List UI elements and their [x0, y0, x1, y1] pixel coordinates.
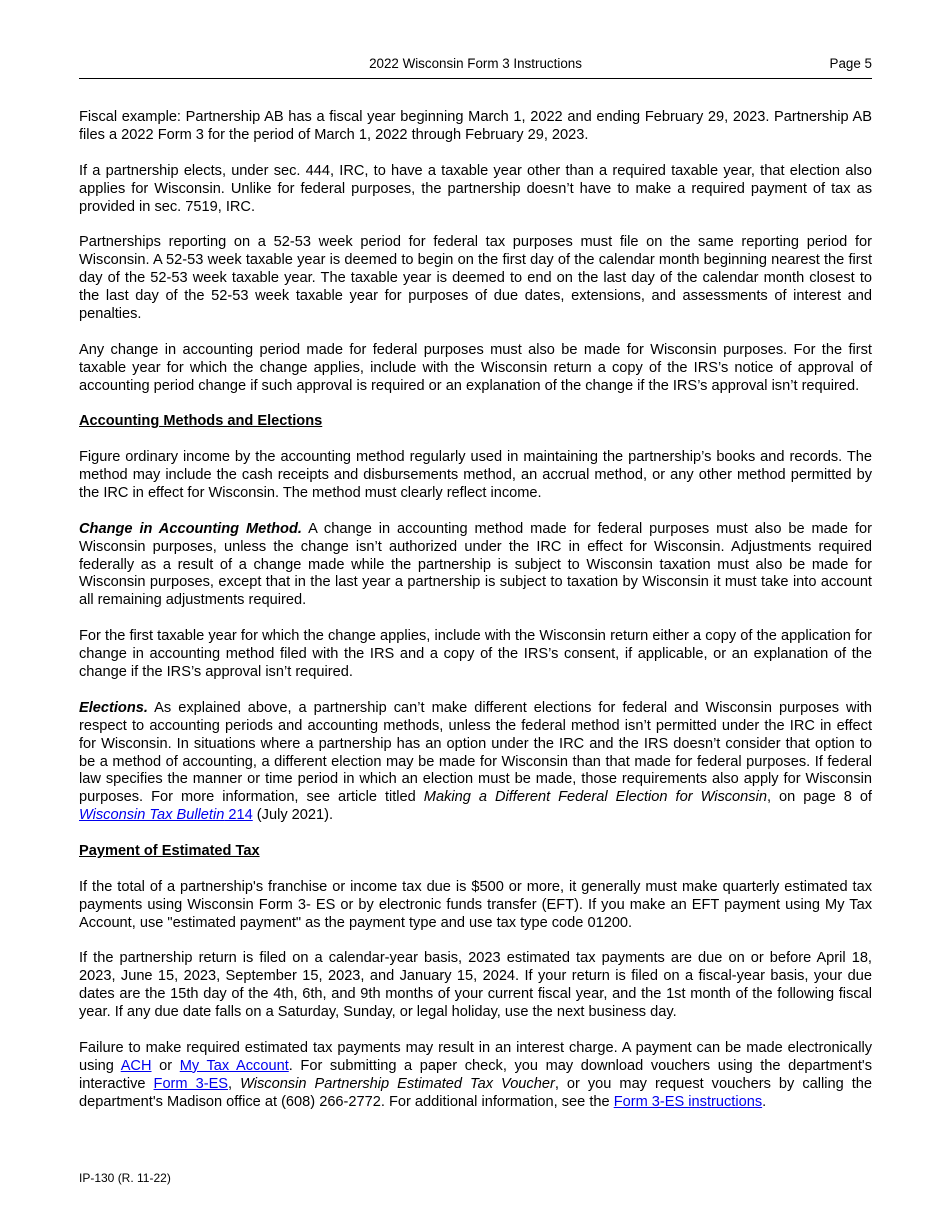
paragraph-change-in-method [79, 521, 872, 611]
paragraph-elections [79, 700, 872, 825]
page-footer: IP-130 (R. 11-22) [79, 1171, 171, 1185]
elections-end-text: (July 2021). [252, 807, 334, 824]
change-in-method-text: A change in accounting method made for federal purposes must also be made for Wisconsin purposes, unless the change isn’t authorized under the IRC in effect for Wisconsin. Adjustments required federally as a result of a change made while the partnership is subject to Wisconsin taxation must also be made for Wisconsin purposes, except that in the last year a partnership is subject to taxation by Wisconsin it must take into account all remaining adjustments required. [79, 520, 873, 609]
page-header [79, 54, 872, 79]
tax-bulletin-link-title: Wisconsin Tax Bulletin [79, 807, 225, 824]
elections-mid-text: , on page 8 of [766, 789, 872, 806]
paragraph-fiscal-example: Fiscal example: Partnership AB has a fiscal year beginning March 1, 2022 and ending February 29, 2023. Partnership AB files a 2022 Form 3 for the period of March 1, 2022 through February 29, 2023. [79, 109, 872, 143]
failure-text-1: Failure to make required estimated tax payments may result in an interest charge. A payment can be made electronically using [79, 1039, 872, 1074]
document-title: 2022 Wisconsin Form 3 Instructions [369, 56, 582, 71]
runin-elections: Elections. [79, 699, 148, 716]
page-number: Page 5 [829, 56, 872, 71]
tax-bulletin-link[interactable] [79, 807, 253, 823]
ach-link[interactable]: ACH [120, 1057, 152, 1074]
failure-text-3: . For submitting a paper check, you may download vouchers using the department's interactive [79, 1057, 873, 1092]
form-3es-instructions-link[interactable]: Form 3-ES instructions [613, 1093, 763, 1110]
page-content [79, 109, 872, 1129]
paragraph-52-53-week: Partnerships reporting on a 52-53 week period for federal tax purposes must file on the same reporting period for Wisconsin. A 52-53 week taxable year is deemed to begin on the first day of the calendar month beginning nearest the first day of the 52-53 week taxable year. The taxable year is deemed to end on the last day of the calendar month closest to the last day of the 52-53 week taxable year for purposes of due dates, extensions, and assessments of interest and penalties. [79, 234, 872, 322]
paragraph-sec-444: If a partnership elects, under sec. 444, IRC, to have a taxable year other than a required taxable year, that election also applies for Wisconsin. Unlike for federal purposes, the partnership doesn’t have to make a required payment of tax as provided in sec. 7519, IRC. [79, 162, 872, 215]
my-tax-account-link[interactable]: My Tax Account [179, 1057, 289, 1074]
paragraph-due-dates: If the partnership return is filed on a calendar-year basis, 2023 estimated tax payments are due on or before April 18, 2023, June 15, 2023, September 15, 2023, and January 15, 2024. If your return is filed on a fiscal-year basis, your due dates are the 15th day of the 4th, 6th, and 9th months of your current fiscal year, and the 1st month of the following fiscal year. If any due date falls on a Saturday, Sunday, or legal holiday, use the next business day. [79, 950, 872, 1021]
form-3es-link[interactable]: Form 3-ES [153, 1075, 229, 1092]
voucher-title: Wisconsin Partnership Estimated Tax Voucher [240, 1075, 555, 1092]
article-title: Making a Different Federal Election for Wisconsin [423, 789, 767, 806]
paragraph-failure-to-pay [79, 1040, 872, 1112]
paragraph-accounting-period-change: Any change in accounting period made for federal purposes must also be made for Wisconsin purposes. For the first taxable year for which the change applies, include with the Wisconsin return a copy of the IRS’s notice of approval of accounting period change if such approval is required or an explanation of the change if the IRS’s approval isn’t required. [79, 341, 872, 394]
tax-bulletin-link-number: 214 [224, 807, 253, 824]
paragraph-first-year: For the first taxable year for which the change applies, include with the Wisconsin return either a copy of the application for change in accounting method filed with the IRS and a copy of the IRS’s consent, if applicable, or an explanation of the change if the IRS’s approval isn’t required. [79, 628, 872, 680]
paragraph-methods-intro: Figure ordinary income by the accounting method regularly used in maintaining the partnership’s books and records. The method may include the cash receipts and disbursements method, an accrual method, or any other method permitted by the IRC in effect for Wisconsin. The method must clearly reflect income. [79, 449, 872, 501]
heading-accounting-methods: Accounting Methods and Elections [79, 413, 323, 430]
failure-text-5: , or you may request vouchers by calling the department's Madison office at (608) 266-2772. For additional information, see the [79, 1075, 872, 1110]
runin-change-in-method: Change in Accounting Method. [79, 520, 302, 537]
failure-text-6: . [762, 1093, 767, 1110]
failure-text-4: , [228, 1075, 241, 1092]
paragraph-estimated-threshold: If the total of a partnership's franchise or income tax due is $500 or more, it generally must make quarterly estimated tax payments using Wisconsin Form 3- ES or by electronic funds transfer (EFT). If you make an EFT payment using My Tax Account, use "estimated payment" as the payment type and use tax type code 01200. [79, 878, 872, 931]
failure-text-2: or [151, 1057, 180, 1074]
heading-estimated-tax: Payment of Estimated Tax [79, 843, 260, 860]
elections-text: As explained above, a partnership can’t make different elections for federal and Wisconsin purposes with respect to accounting periods and accounting methods, unless the federal method isn’t permitted under the IRC in effect for Wisconsin. In situations where a partnership has an option under the IRC and the IRS doesn’t consider that option to be a method of accounting, a different election may be made for Wisconsin than that made for federal purposes. If federal law specifies the manner or time period in which an election must be made, those requirements also apply for Wisconsin purposes. For more information, see article titled [79, 699, 872, 806]
